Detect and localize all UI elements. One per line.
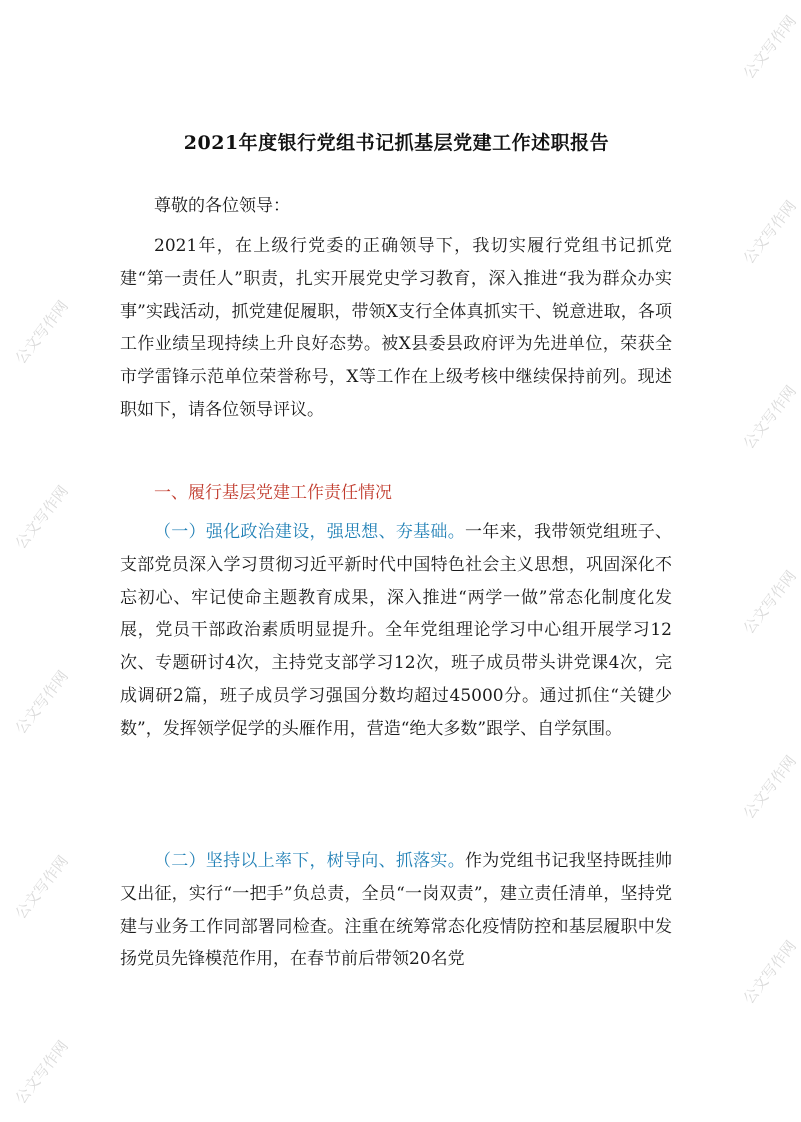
watermark-text: 公文写作网 bbox=[11, 297, 72, 368]
subsection-text-1: 一年来，我带领党组班子、支部党员深入学习贯彻习近平新时代中国特色社会主义思想，巩固深化不忘初心、牢记使命主题教育成果，深入推进“两学一做”常态化制度化发展，党员干部政治素质明显提升。全年党组理论学习中心组开展学习12次、专题研讨4次，主持党支部学习12次，班子成员带头讲党课4次，完成调研2篇，班子成员学习强国分数均超过45000分。通过抓住“关键少数”，发挥领学促学的头雁作用，营造“绝大多数”跟学、自学氛围。 bbox=[120, 522, 673, 739]
paragraph-subsection-2 bbox=[120, 845, 672, 976]
watermark-text: 公文写作网 bbox=[739, 937, 800, 1008]
section-heading-1: 一、履行基层党建工作责任情况 bbox=[154, 483, 392, 503]
paragraph-subsection-1 bbox=[120, 516, 672, 746]
paragraph-intro: 2021年，在上级行党委的正确领导下，我切实履行党组书记抓党建“第一责任人”职责，扎实开展党史学习教育，深入推进“我为群众办实事”实践活动，抓党建促履职，带领X支行全体真抓实干、锐意进取，各项工作业绩呈现持续上升良好态势。被X县委县政府评为先进单位，荣获全市学雷锋示范单位荣誉称号，X等工作在上级考核中继续保持前列。现述职如下，请各位领导评议。 bbox=[120, 236, 672, 420]
watermark-text: 公文写作网 bbox=[739, 567, 800, 638]
subsection-text-2: 作为党组书记我坚持既挂帅又出征，实行“一把手”负总责，全员“一岗双责”，建立责任清单，坚持党建与业务工作同部署同检查。注重在统筹常态化疫情防控和基层履职中发扬党员先锋模范作用，在春节前后带领20名党 bbox=[120, 851, 673, 970]
salutation: 尊敬的各位领导： bbox=[154, 196, 290, 216]
watermark-text: 公文写作网 bbox=[11, 852, 72, 923]
watermark-text: 公文写作网 bbox=[739, 752, 800, 823]
watermark-text: 公文写作网 bbox=[739, 197, 800, 268]
watermark-text: 公文写作网 bbox=[11, 482, 72, 553]
subsection-heading-2: （二）坚持以上率下，树导向、抓落实。 bbox=[154, 851, 465, 871]
subsection-heading-1: （一）强化政治建设，强思想、夯基础。 bbox=[154, 522, 465, 542]
document-title: 2021年度银行党组书记抓基层党建工作述职报告 bbox=[183, 132, 610, 154]
watermark-text: 公文写作网 bbox=[11, 1037, 72, 1108]
watermark-text: 公文写作网 bbox=[739, 382, 800, 453]
watermark-text: 公文写作网 bbox=[739, 12, 800, 83]
watermark-text: 公文写作网 bbox=[11, 667, 72, 738]
